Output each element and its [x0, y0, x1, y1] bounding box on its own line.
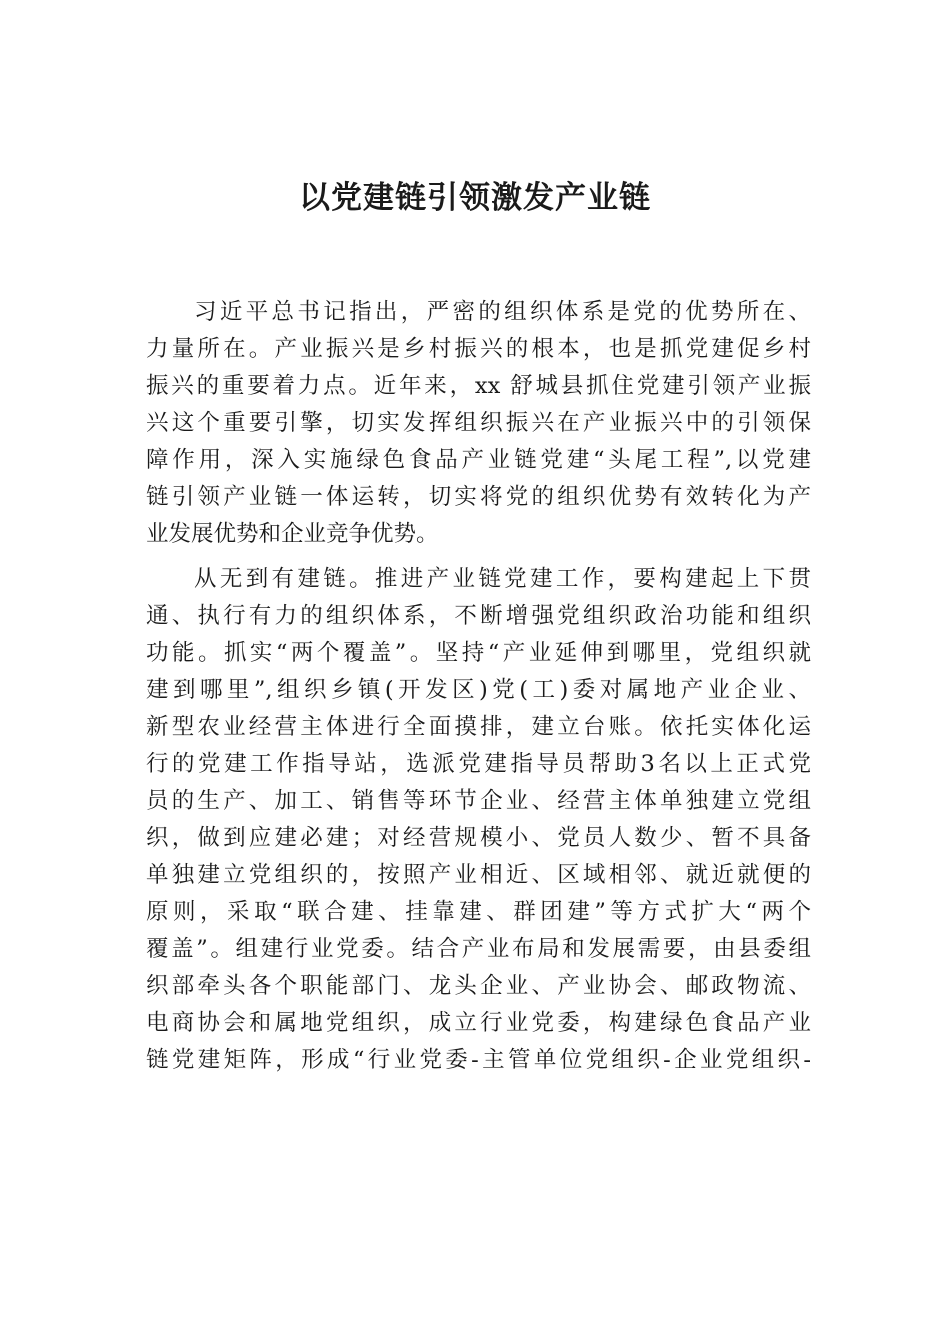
paragraph-line: 从无到有建链。推进产业链党建工作，要构建起上下贯: [194, 566, 811, 592]
paragraph-line: 建到哪里”,组织乡镇(开发区)党(工)委对属地产业企业、: [146, 677, 811, 703]
paragraph-line: 链引领产业链一体运转，切实将党的组织优势有效转化为产: [146, 484, 811, 510]
paragraph-line: 通、执行有力的组织体系，不断增强党组织政治功能和组织: [146, 603, 811, 629]
document-title: 以党建链引领激发产业链: [299, 180, 651, 216]
paragraph-line: 链党建矩阵，形成“行业党委-主管单位党组织-企业党组织-: [146, 1047, 811, 1073]
paragraph-line: 电商协会和属地党组织，成立行业党委，构建绿色食品产业: [146, 1010, 811, 1036]
paragraph-line: 习近平总书记指出，严密的组织体系是党的优势所在、: [194, 299, 811, 325]
paragraph-line: 力量所在。产业振兴是乡村振兴的根本，也是抓党建促乡村: [146, 336, 811, 362]
paragraph-line: 功能。抓实“两个覆盖”。坚持“产业延伸到哪里，党组织就: [146, 640, 811, 666]
paragraph-line: 单独建立党组织的，按照产业相近、区域相邻、就近就便的: [146, 862, 811, 888]
paragraph-line: 振兴的重要着力点。近年来，xx 舒城县抓住党建引领产业振: [146, 373, 811, 399]
paragraph-2: [146, 561, 811, 1079]
paragraph-1: [146, 294, 811, 553]
paragraph-line: 行的党建工作指导站，选派党建指导员帮助3名以上正式党: [146, 751, 811, 777]
paragraph-line: 员的生产、加工、销售等环节企业、经营主体单独建立党组: [146, 788, 811, 814]
paragraph-line: 织部牵头各个职能部门、龙头企业、产业协会、邮政物流、: [146, 973, 811, 999]
paragraph-line: 新型农业经营主体进行全面摸排，建立台账。依托实体化运: [146, 714, 811, 740]
document-body: [146, 294, 811, 1079]
paragraph-line: 织，做到应建必建；对经营规模小、党员人数少、暂不具备: [146, 825, 811, 851]
paragraph-line: 覆盖”。组建行业党委。结合产业布局和发展需要，由县委组: [146, 936, 811, 962]
paragraph-line: 障作用，深入实施绿色食品产业链党建“头尾工程”,以党建: [146, 447, 811, 473]
paragraph-spacer: [146, 553, 811, 561]
paragraph-line: 兴这个重要引擎，切实发挥组织振兴在产业振兴中的引领保: [146, 410, 811, 436]
paragraph-line: 原则，采取“联合建、挂靠建、群团建”等方式扩大“两个: [146, 899, 811, 925]
paragraph-line: 业发展优势和企业竞争优势。: [146, 521, 439, 547]
